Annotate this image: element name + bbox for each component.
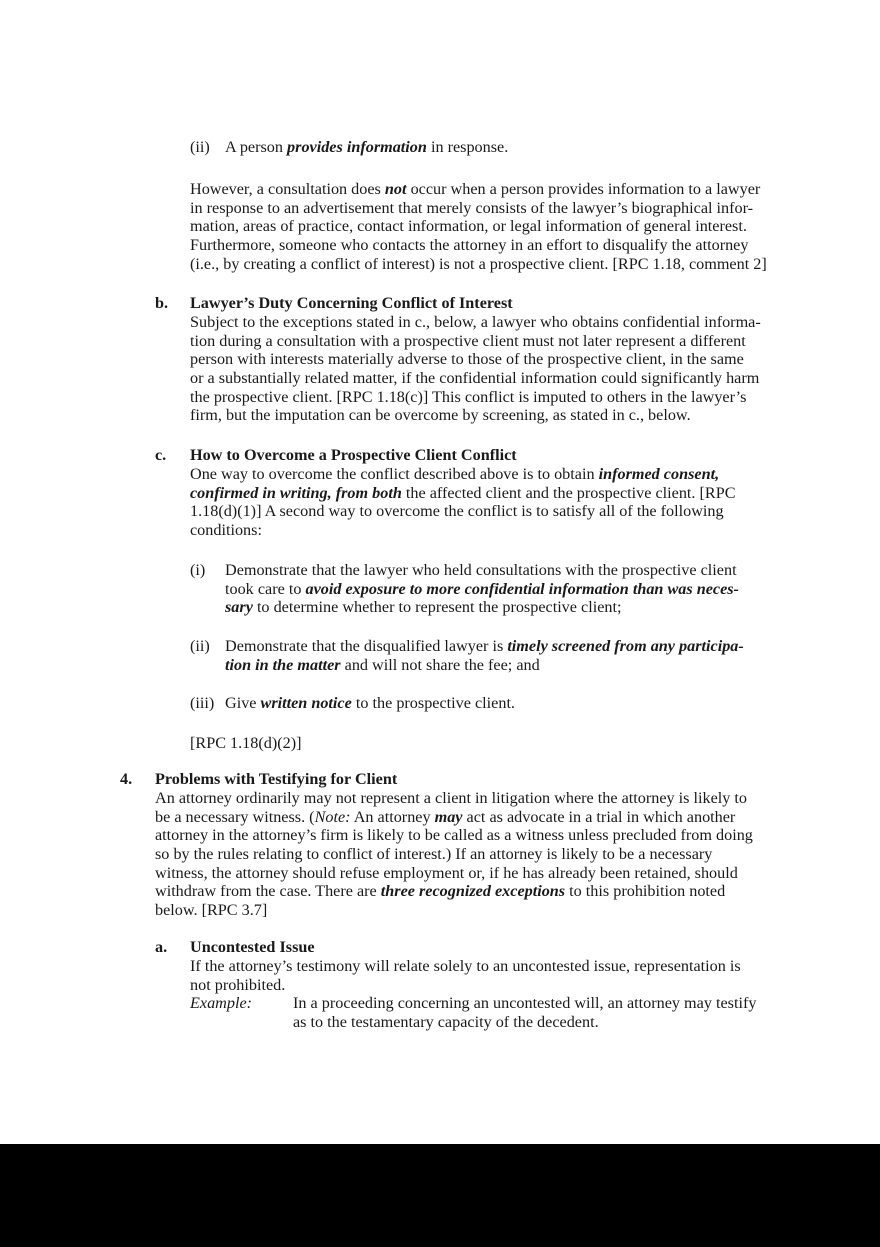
- text-run: tion during a consultation with a prospective client must not later represent a different: [190, 331, 746, 350]
- text-run: act as advocate in a trial in which another: [462, 807, 736, 826]
- text-line: [190, 255, 767, 274]
- text-line: [155, 789, 753, 808]
- text-run: to determine whether to represent the prospective client;: [252, 598, 622, 617]
- text-run: firm, but the imputation can be overcome by screening, as stated in c., below.: [190, 406, 691, 425]
- emphasized-text: timely screened from any participa-: [507, 637, 744, 655]
- text-run: If the attorney’s testimony will relate solely to an uncontested issue, representation is: [190, 957, 741, 975]
- text-run: Give: [225, 694, 261, 712]
- condition-iii: [225, 694, 515, 713]
- section-label: 4.: [120, 770, 133, 788]
- example-text: [293, 994, 756, 1031]
- text-line: [155, 882, 753, 901]
- text-line: [190, 236, 767, 255]
- emphasized-text: written notice: [260, 694, 352, 712]
- text-run: An attorney: [350, 807, 435, 826]
- section-label: c.: [155, 446, 167, 464]
- text-line: [190, 957, 741, 976]
- citation: [RPC 1.18(d)(2)]: [190, 734, 302, 752]
- condition-ii: [225, 637, 744, 674]
- text-run: person with interests materially adverse to those of the prospective client, in the same: [190, 350, 744, 369]
- emphasized-text: informed consent,: [598, 465, 720, 483]
- text-line: [190, 350, 761, 369]
- section-heading: Uncontested Issue: [190, 938, 315, 956]
- text-line: [190, 976, 741, 995]
- text-line: [155, 901, 753, 920]
- section-heading: Lawyer’s Duty Concerning Conflict of Interest: [190, 294, 513, 312]
- text-run: to the prospective client.: [351, 694, 515, 712]
- condition-label: (iii): [190, 694, 215, 712]
- emphasized-text: three recognized exceptions: [380, 882, 566, 901]
- list-item-text: [225, 138, 508, 157]
- emphasized-text: not: [384, 180, 407, 198]
- condition-label: (i): [190, 561, 206, 579]
- text-run: Subject to the exceptions stated in c., below, a lawyer who obtains confidential informa-: [190, 313, 761, 331]
- however-paragraph: [190, 180, 767, 273]
- text-line: [190, 369, 761, 388]
- text-run: (i.e., by creating a conflict of interest) is not a prospective client. [RPC 1.18, comment 2]: [190, 254, 767, 273]
- text-run: or a substantially related matter, if the confidential information could significantly harm: [190, 369, 760, 388]
- black-footer-band: [0, 1144, 880, 1247]
- text-run: However, a consultation does: [190, 180, 385, 198]
- text-line: [190, 332, 761, 351]
- text-run: Demonstrate that the lawyer who held consultations with the prospective client: [225, 561, 737, 579]
- text-run: A person: [225, 138, 288, 156]
- emphasized-text: confirmed in writing, from both: [190, 483, 402, 502]
- text-line: [225, 656, 744, 675]
- text-line: [190, 521, 736, 540]
- section-4a-body: [190, 957, 741, 994]
- text-line: as to the testamentary capacity of the decedent.: [293, 1012, 599, 1031]
- text-run: Furthermore, someone who contacts the attorney in an effort to disqualify the attorney: [190, 236, 749, 255]
- text-line: [155, 845, 753, 864]
- text-run: One way to overcome the conflict described above is to obtain: [190, 465, 599, 483]
- section-heading: Problems with Testifying for Client: [155, 770, 398, 788]
- text-run: conditions:: [190, 521, 262, 540]
- section-label: b.: [155, 294, 169, 312]
- text-line: [155, 808, 753, 827]
- list-label: (ii): [190, 138, 210, 156]
- text-line: [190, 406, 761, 425]
- text-line: [190, 465, 736, 484]
- text-run: the prospective client. [RPC 1.18(c)] This conflict is imputed to others in the lawyer’s: [190, 387, 747, 406]
- section-heading: How to Overcome a Prospective Client Conflict: [190, 446, 517, 464]
- text-run: be a necessary witness. (: [155, 807, 315, 826]
- text-run: An attorney ordinarily may not represent a client in litigation where the attorney is likely to: [155, 789, 748, 807]
- text-line: [155, 864, 753, 883]
- text-line: [225, 598, 739, 617]
- text-run: so by the rules relating to conflict of interest.) If an attorney is likely to be a necessary: [155, 845, 713, 864]
- text-run: to this prohibition noted: [565, 882, 726, 901]
- text-line: [225, 580, 739, 599]
- text-line: [190, 199, 767, 218]
- text-run: not prohibited.: [190, 975, 286, 994]
- text-line: [190, 502, 736, 521]
- condition-i: [225, 561, 739, 617]
- text-line: [155, 826, 753, 845]
- text-run: in response.: [426, 138, 509, 156]
- text-line: [225, 561, 739, 580]
- section-4-body: [155, 789, 753, 920]
- text-run: in response to an advertisement that merely consists of the lawyer’s biographical infor-: [190, 198, 754, 217]
- section-c-body: [190, 465, 736, 540]
- emphasized-text: provides information: [287, 138, 427, 156]
- emphasized-text: Note:: [314, 807, 351, 826]
- text-line: [190, 484, 736, 503]
- text-run: Demonstrate that the disqualified lawyer is: [225, 637, 508, 655]
- text-run: attorney in the attorney’s firm is likely to be called as a witness unless precluded from doing: [155, 826, 753, 845]
- text-run: took care to: [225, 579, 306, 598]
- text-line: In a proceeding concerning an uncontested will, an attorney may testify: [293, 994, 757, 1012]
- text-line: [225, 637, 744, 656]
- text-run: withdraw from the case. There are: [155, 882, 381, 901]
- text-line: [190, 313, 761, 332]
- example-label: Example:: [190, 994, 253, 1012]
- emphasized-text: sary: [225, 598, 253, 617]
- condition-label: (ii): [190, 637, 210, 655]
- text-line: [225, 694, 515, 713]
- text-run: and will not share the fee; and: [340, 655, 540, 674]
- section-b-body: [190, 313, 761, 425]
- text-run: the affected client and the prospective client. [RPC: [401, 483, 736, 502]
- text-run: occur when a person provides information to a lawyer: [406, 180, 761, 198]
- section-label: a.: [155, 938, 168, 956]
- text-run: 1.18(d)(1)] A second way to overcome the conflict is to satisfy all of the following: [190, 502, 724, 521]
- emphasized-text: may: [434, 807, 463, 826]
- emphasized-text: tion in the matter: [225, 655, 341, 674]
- text-run: witness, the attorney should refuse employment or, if he has already been retained, should: [155, 863, 738, 882]
- text-line: [190, 180, 767, 199]
- text-run: mation, areas of practice, contact information, or legal information of general interest.: [190, 217, 747, 236]
- text-run: below. [RPC 3.7]: [155, 901, 268, 920]
- text-line: [190, 217, 767, 236]
- emphasized-text: avoid exposure to more confidential information than was neces-: [305, 579, 739, 598]
- text-line: [190, 388, 761, 407]
